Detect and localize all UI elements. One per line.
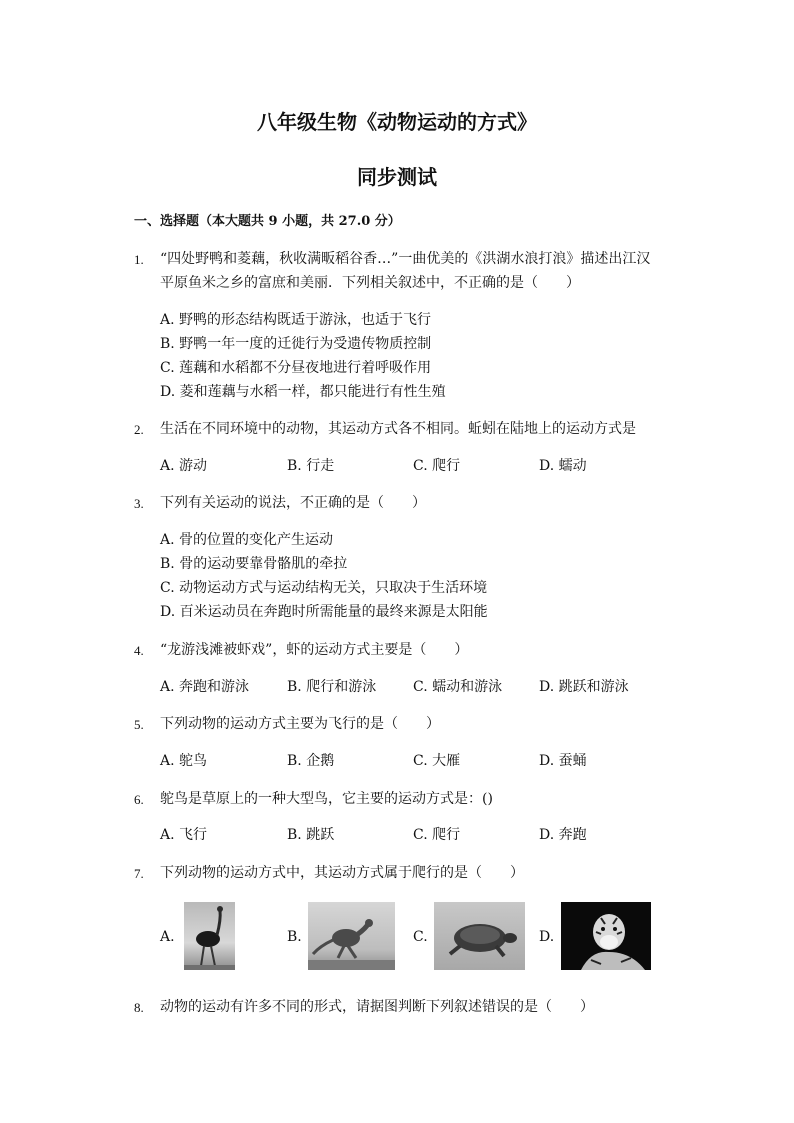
question-number: 1.: [134, 252, 144, 267]
option-d[interactable]: D. 菱和莲藕与水稻一样，都只能进行有性生殖: [160, 384, 446, 400]
question-number: 7.: [134, 866, 144, 881]
option-c[interactable]: C. 蠕动和游泳: [413, 679, 503, 695]
option-c-label[interactable]: C.: [413, 929, 428, 945]
kangaroo-image[interactable]: [308, 902, 395, 970]
option-b[interactable]: B. 爬行和游泳: [287, 679, 377, 695]
option-a[interactable]: A. 奔跑和游泳: [160, 679, 250, 695]
question-text-line: 平原鱼米之乡的富庶和美丽．下列相关叙述中，不正确的是（ ）: [160, 275, 580, 291]
question-text-line: “四处野鸭和菱藕，秋收满畈稻谷香…”一曲优美的《洪湖水浪打浪》描述出江汉: [160, 251, 651, 267]
document-title: 八年级生物《动物运动的方式》: [257, 110, 537, 134]
option-c[interactable]: C. 大雁: [413, 753, 461, 769]
option-c[interactable]: C. 爬行: [413, 827, 461, 843]
question-text-line: 生活在不同环境中的动物，其运动方式各不相同。蚯蚓在陆地上的运动方式是: [160, 421, 636, 437]
option-c[interactable]: C. 爬行: [413, 458, 461, 474]
question-text-line: “龙游浅滩被虾戏”，虾的运动方式主要是（ ）: [160, 642, 469, 658]
question-number: 3.: [134, 496, 144, 511]
option-b[interactable]: B. 野鸭一年一度的迁徙行为受遗传物质控制: [160, 336, 432, 352]
option-b[interactable]: B. 骨的运动要靠骨骼肌的牵拉: [160, 556, 348, 572]
question-text-line: 鸵鸟是草原上的一种大型鸟，它主要的运动方式是：(): [160, 791, 493, 807]
option-d[interactable]: D. 跳跃和游泳: [539, 679, 629, 695]
question-text-line: 下列动物的运动方式中，其运动方式属于爬行的是（ ）: [160, 865, 524, 881]
ostrich-image[interactable]: [184, 902, 235, 970]
option-a[interactable]: A. 骨的位置的变化产生运动: [160, 532, 334, 548]
option-d[interactable]: D. 奔跑: [539, 827, 587, 843]
document-subtitle: 同步测试: [357, 165, 437, 189]
option-a[interactable]: A. 鸵鸟: [160, 753, 208, 769]
question-number: 2.: [134, 422, 144, 437]
option-a[interactable]: A. 飞行: [160, 827, 208, 843]
question-number: 8.: [134, 1000, 144, 1015]
option-b[interactable]: B. 企鹅: [287, 753, 335, 769]
tiger-image[interactable]: [561, 902, 651, 970]
question-text-line: 动物的运动有许多不同的形式，请据图判断下列叙述错误的是（ ）: [160, 999, 594, 1015]
option-d[interactable]: D. 百米运动员在奔跑时所需能量的最终来源是太阳能: [160, 604, 488, 620]
question-number: 4.: [134, 643, 144, 658]
option-a[interactable]: A. 野鸭的形态结构既适于游泳，也适于飞行: [160, 312, 432, 328]
option-c[interactable]: C. 莲藕和水稻都不分昼夜地进行着呼吸作用: [160, 360, 432, 376]
option-c[interactable]: C. 动物运动方式与运动结构无关，只取决于生活环境: [160, 580, 488, 596]
option-a-label[interactable]: A.: [160, 929, 175, 945]
question-text-line: 下列动物的运动方式主要为飞行的是（ ）: [160, 716, 440, 732]
question-number: 5.: [134, 717, 144, 732]
option-a[interactable]: A. 游动: [160, 458, 208, 474]
option-d[interactable]: D. 蚕蛹: [539, 753, 587, 769]
turtle-image[interactable]: [434, 902, 525, 970]
option-d-label[interactable]: D.: [539, 929, 555, 945]
option-b-label[interactable]: B.: [287, 929, 302, 945]
question-number: 6.: [134, 792, 144, 807]
question-text-line: 下列有关运动的说法，不正确的是（ ）: [160, 495, 426, 511]
section-heading: 一、选择题（本大题共 9 小题，共 27.0 分）: [134, 214, 401, 229]
option-d[interactable]: D. 蠕动: [539, 458, 587, 474]
option-b[interactable]: B. 跳跃: [287, 827, 335, 843]
option-b[interactable]: B. 行走: [287, 458, 335, 474]
